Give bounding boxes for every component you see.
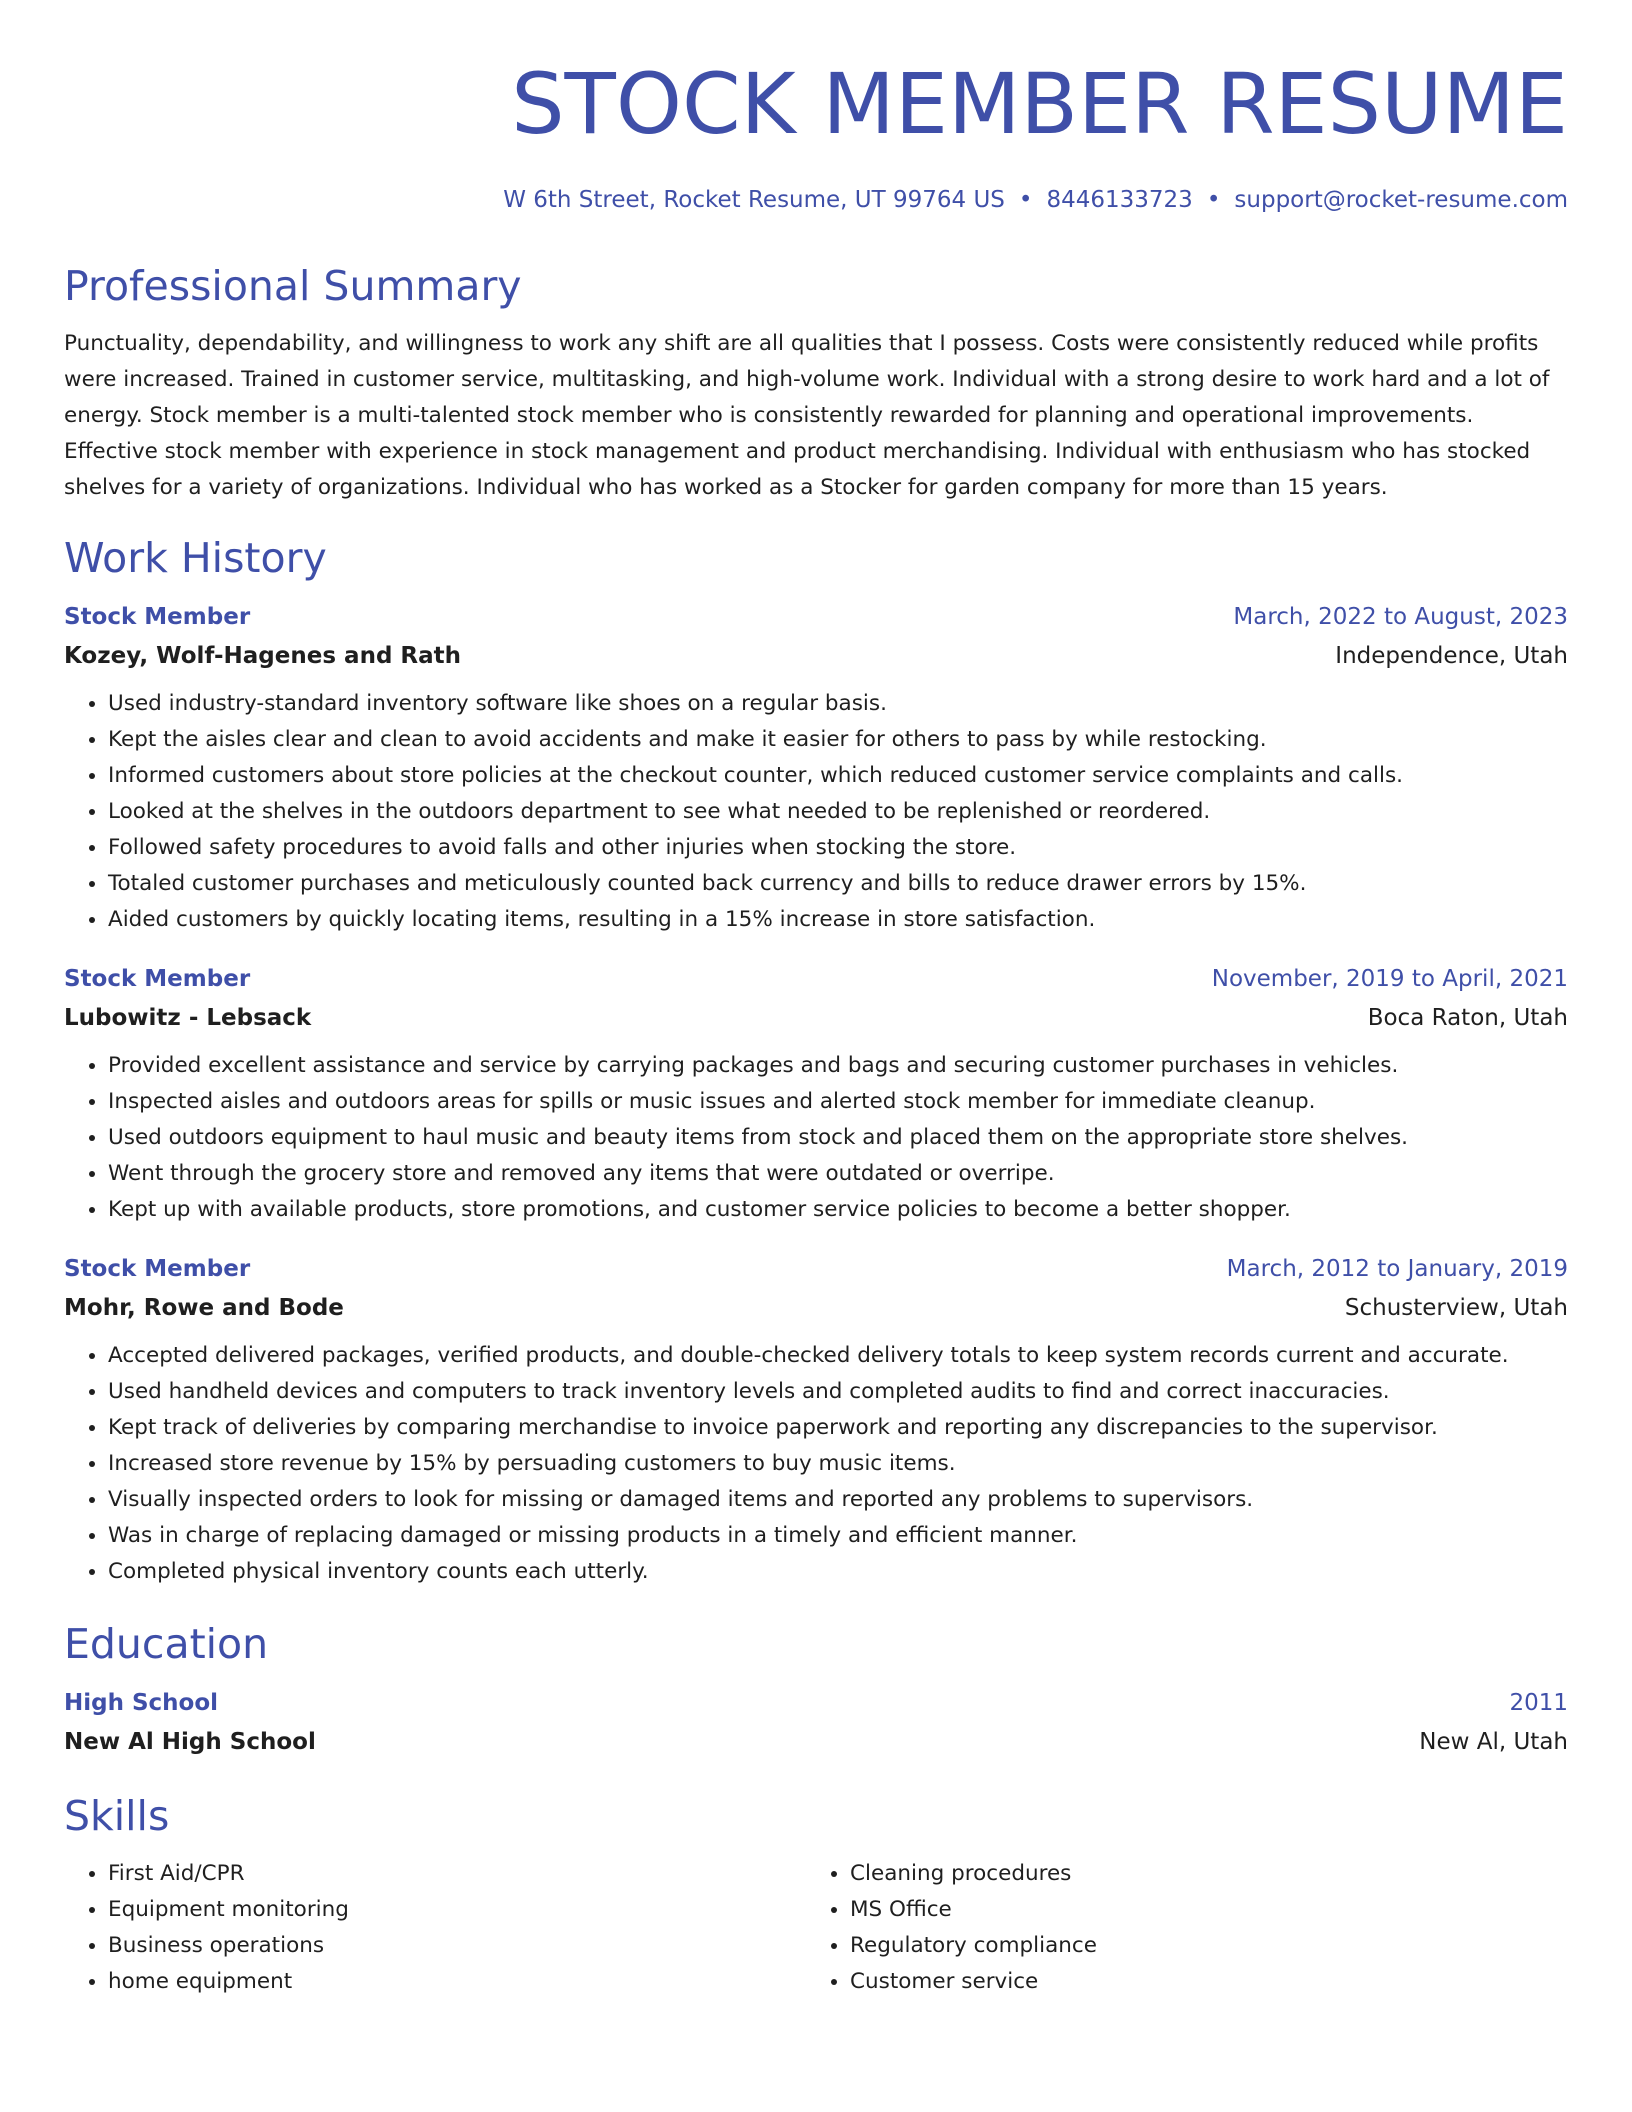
- job-company: Mohr, Rowe and Bode: [64, 1295, 344, 1321]
- skills-grid: [64, 1856, 1568, 2000]
- job-role: Stock Member: [64, 604, 251, 630]
- school-name: New Al High School: [64, 1729, 316, 1755]
- job-bullet: • Completed physical inventory counts each utterly.: [108, 1554, 1568, 1590]
- job-dates: March, 2012 to January, 2019: [1226, 1256, 1568, 1282]
- job-dates: March, 2022 to August, 2023: [1233, 604, 1568, 630]
- job-bullet: • Totaled customer purchases and meticulously counted back currency and bills to reduce drawer errors by 15%.: [108, 866, 1568, 902]
- job-bullet: • Kept up with available products, store promotions, and customer service policies to become a better shopper.: [108, 1192, 1568, 1228]
- job-company: Kozey, Wolf-Hagenes and Rath: [64, 643, 462, 669]
- separator-dot: •: [1018, 187, 1033, 213]
- job-location: Schusterview, Utah: [1344, 1295, 1568, 1321]
- job-role: Stock Member: [64, 966, 251, 992]
- resume-title: STOCK MEMBER RESUME: [511, 55, 1568, 153]
- job-bullet: • Provided excellent assistance and service by carrying packages and bags and securing customer purchases in vehicles.: [108, 1048, 1568, 1084]
- job-bullet: • Inspected aisles and outdoors areas for spills or music issues and alerted stock member for immediate cleanup.: [108, 1084, 1568, 1120]
- job-company: Lubowitz - Lebsack: [64, 1005, 312, 1031]
- skill-item: • Business operations: [108, 1928, 806, 1964]
- section-title-summary: Professional Summary: [64, 262, 522, 310]
- job-bullet-list: [64, 686, 1568, 938]
- job-dates: November, 2019 to April, 2021: [1211, 966, 1568, 992]
- job-bullet: • Informed customers about store policies at the checkout counter, which reduced customer service complaints and calls.: [108, 758, 1568, 794]
- education-year: 2011: [1509, 1690, 1568, 1716]
- job-entry: [64, 1250, 1568, 1590]
- section-title-work: Work History: [64, 534, 327, 582]
- section-title-skills: Skills: [64, 1792, 170, 1840]
- job-bullet-list: [64, 1048, 1568, 1228]
- education-entry: [64, 1684, 1568, 1762]
- skills-list-right: [806, 1856, 1548, 2000]
- job-bullet: • Used outdoors equipment to haul music and beauty items from stock and placed them on the appropriate store shelves.: [108, 1120, 1568, 1156]
- job-bullet: • Was in charge of replacing damaged or missing products in a timely and efficient manner.: [108, 1518, 1568, 1554]
- school-location: New Al, Utah: [1419, 1729, 1568, 1755]
- resume-header: [64, 56, 1568, 216]
- separator-dot: •: [1206, 187, 1221, 213]
- job-bullet: • Accepted delivered packages, verified products, and double-checked delivery totals to keep system records current and accurate.: [108, 1338, 1568, 1374]
- job-bullet: • Kept the aisles clear and clean to avoid accidents and make it easier for others to pass by while restocking.: [108, 722, 1568, 758]
- job-bullet: • Aided customers by quickly locating items, resulting in a 15% increase in store satisfaction.: [108, 902, 1568, 938]
- job-location: Boca Raton, Utah: [1367, 1005, 1568, 1031]
- job-bullet-list: [64, 1338, 1568, 1590]
- skill-item: • MS Office: [850, 1892, 1548, 1928]
- address: W 6th Street, Rocket Resume, UT 99764 US: [503, 187, 1005, 213]
- email: support@rocket-resume.com: [1234, 187, 1568, 213]
- skills-column-left: [64, 1856, 806, 2000]
- degree: High School: [64, 1690, 219, 1716]
- job-bullet: • Increased store revenue by 15% by persuading customers to buy music items.: [108, 1446, 1568, 1482]
- job-bullet: • Looked at the shelves in the outdoors department to see what needed to be replenished or reordered.: [108, 794, 1568, 830]
- skills-list-left: [64, 1856, 806, 2000]
- skill-item: • First Aid/CPR: [108, 1856, 806, 1892]
- job-bullet: • Visually inspected orders to look for missing or damaged items and reported any problems to supervisors.: [108, 1482, 1568, 1518]
- phone: 8446133723: [1046, 187, 1193, 213]
- job-bullet: • Used industry-standard inventory software like shoes on a regular basis.: [108, 686, 1568, 722]
- job-role: Stock Member: [64, 1256, 251, 1282]
- skill-item: • Cleaning procedures: [850, 1856, 1548, 1892]
- skills-column-right: [806, 1856, 1548, 2000]
- skill-item: • Equipment monitoring: [108, 1892, 806, 1928]
- job-bullet: • Followed safety procedures to avoid falls and other injuries when stocking the store.: [108, 830, 1568, 866]
- contact-line: [64, 184, 1568, 216]
- summary-text: Punctuality, dependability, and willingness to work any shift are all qualities that I possess. Costs were consistently reduced while profits were increased. Trained in customer service, multitasking, and high-volume work. Individual with a strong desire to work hard and a lot of energy. Stock member is a multi-talented stock member who is consistently rewarded for planning and operational improvements. Effective stock member with experience in stock management and product merchandising. Individual with enthusiasm who has stocked shelves for a variety of organizations. Individual who has worked as a Stocker for garden company for more than 15 years.: [64, 331, 1550, 500]
- skill-item: • Regulatory compliance: [850, 1928, 1548, 1964]
- job-bullet: • Kept track of deliveries by comparing merchandise to invoice paperwork and reporting any discrepancies to the supervisor.: [108, 1410, 1568, 1446]
- job-location: Independence, Utah: [1335, 643, 1568, 669]
- job-entry: [64, 960, 1568, 1228]
- job-bullet: • Used handheld devices and computers to track inventory levels and completed audits to find and correct inaccuracies.: [108, 1374, 1568, 1410]
- section-title-education: Education: [64, 1620, 269, 1668]
- work-history-list: [64, 598, 1568, 1590]
- skill-item: • home equipment: [108, 1964, 806, 2000]
- job-bullet: • Went through the grocery store and removed any items that were outdated or overripe.: [108, 1156, 1568, 1192]
- skill-item: • Customer service: [850, 1964, 1548, 2000]
- job-entry: [64, 598, 1568, 938]
